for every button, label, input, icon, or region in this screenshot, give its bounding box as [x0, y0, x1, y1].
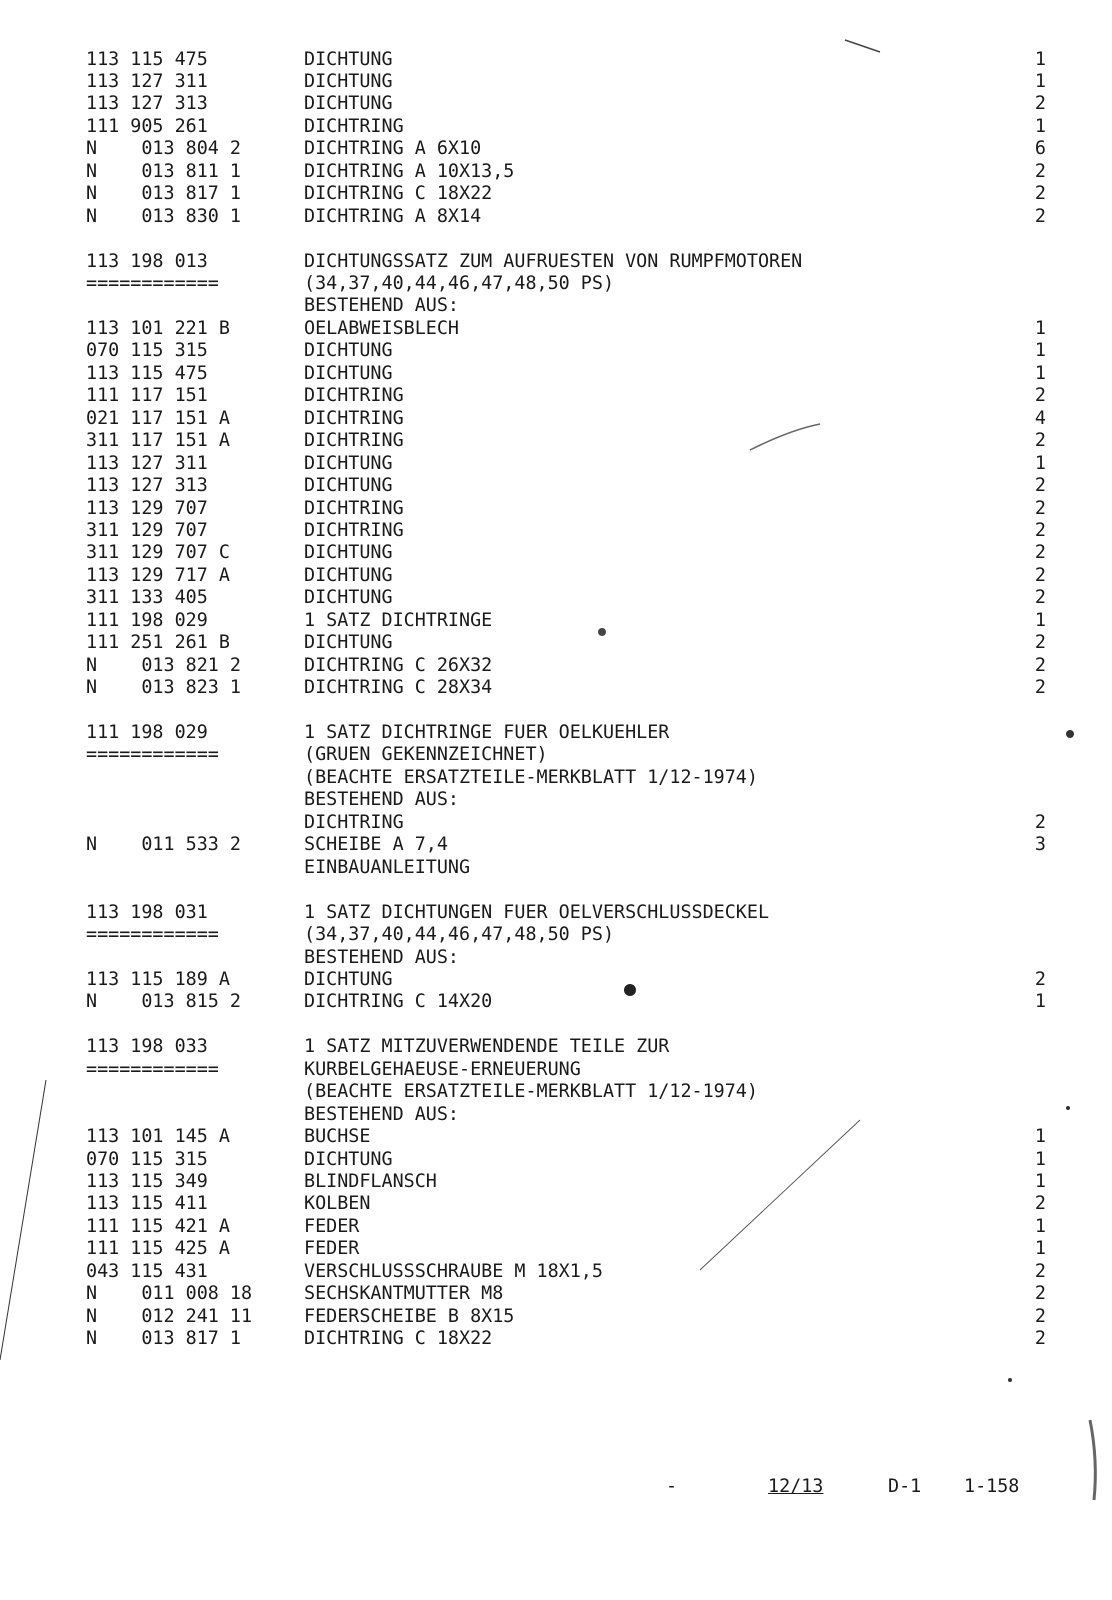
table-row	[0, 677, 1112, 699]
table-row	[0, 453, 1112, 475]
part-description: DICHTUNG	[304, 968, 393, 990]
table-row	[0, 138, 1112, 160]
part-number: 113 127 313	[86, 93, 208, 115]
table-row	[0, 969, 1112, 991]
part-description: DICHTRING	[304, 497, 404, 519]
part-description: (GRUEN GEKENNZEICHNET)	[304, 744, 548, 766]
table-row	[0, 520, 1112, 542]
table-row	[0, 1104, 1112, 1126]
quantity: 2	[1034, 542, 1046, 564]
table-row	[0, 385, 1112, 407]
part-number: 021 117 151 A	[86, 407, 230, 429]
table-row	[0, 632, 1112, 654]
table-row	[0, 1238, 1112, 1260]
table-row	[0, 1149, 1112, 1171]
part-number: 113 115 411	[86, 1193, 208, 1215]
quantity: 2	[1034, 1260, 1046, 1282]
quantity: 2	[1034, 183, 1046, 205]
part-number: 113 101 145 A	[86, 1126, 230, 1148]
part-number: 111 198 029	[86, 609, 208, 631]
table-row	[0, 408, 1112, 430]
part-number: N 012 241 11	[86, 1305, 253, 1327]
part-number: 311 117 151 A	[86, 430, 230, 452]
quantity: 2	[1034, 497, 1046, 519]
table-row	[0, 183, 1112, 205]
part-number: 113 115 349	[86, 1171, 208, 1192]
part-number: N 013 830 1	[86, 205, 242, 227]
part-description: DICHTRING C 18X22	[304, 183, 493, 205]
part-description: DICHTRING C 26X32	[304, 654, 493, 676]
table-row	[0, 1193, 1112, 1215]
part-description: DICHTRING A 8X14	[304, 205, 482, 227]
part-number: 113 115 475	[86, 362, 208, 384]
table-row	[0, 1171, 1112, 1193]
part-number: N 013 821 2	[86, 654, 242, 676]
table-row	[0, 834, 1112, 856]
quantity: 3	[1034, 834, 1046, 856]
part-description: 1 SATZ DICHTUNGEN FUER OELVERSCHLUSSDECKEL	[304, 901, 770, 923]
part-number: N 013 817 1	[86, 1328, 242, 1350]
part-description: DICHTRING A 10X13,5	[304, 160, 515, 182]
part-number: 113 129 707	[86, 497, 208, 519]
table-row	[0, 700, 1112, 722]
part-description: 1 SATZ MITZUVERWENDENDE TEILE ZUR	[304, 1036, 670, 1058]
part-number: 311 133 405	[86, 587, 208, 609]
table-row	[0, 879, 1112, 901]
quantity: 2	[1034, 160, 1046, 182]
table-row	[0, 857, 1112, 879]
part-description: DICHTUNG	[304, 362, 393, 384]
table-row	[0, 363, 1112, 385]
table-row	[0, 1036, 1112, 1058]
quantity: 6	[1034, 138, 1046, 160]
table-row	[0, 273, 1112, 295]
part-description: BESTEHEND AUS:	[304, 1103, 460, 1125]
scan-edge-mark	[1090, 1420, 1095, 1500]
part-description: DICHTUNG	[304, 48, 393, 70]
part-description: BUCHSE	[304, 1126, 371, 1148]
table-row	[0, 430, 1112, 452]
part-description: DICHTUNG	[304, 587, 393, 609]
footer-page-number: 1-158	[964, 1476, 1020, 1497]
table-row	[0, 1081, 1112, 1103]
part-description: DICHTRING	[304, 519, 404, 541]
part-number: 111 251 261 B	[86, 632, 230, 654]
footer-date: 12/13	[768, 1476, 824, 1497]
part-description: EINBAUANLEITUNG	[304, 856, 471, 878]
part-number: N 013 815 2	[86, 991, 242, 1013]
part-description: DICHTRING C 28X34	[304, 677, 493, 699]
part-description: DICHTUNG	[304, 632, 393, 654]
part-number: 113 129 717 A	[86, 564, 230, 586]
quantity: 1	[1034, 48, 1046, 70]
table-row	[0, 1014, 1112, 1036]
quantity: 1	[1034, 340, 1046, 362]
part-number: 111 198 029	[86, 722, 208, 743]
part-description: DICHTUNG	[304, 475, 393, 497]
quantity: 2	[1034, 1283, 1046, 1305]
part-number: 113 127 311	[86, 452, 208, 474]
part-number: 111 117 151	[86, 385, 208, 407]
table-row	[0, 295, 1112, 317]
table-row	[0, 93, 1112, 115]
part-number: 113 115 475	[86, 48, 208, 70]
table-row	[0, 1306, 1112, 1328]
quantity: 1	[1034, 1171, 1046, 1192]
table-row	[0, 542, 1112, 564]
part-description: DICHTUNG	[304, 542, 393, 564]
part-description: OELABWEISBLECH	[304, 317, 460, 339]
table-row	[0, 722, 1112, 744]
part-description: DICHTRING C 14X20	[304, 991, 493, 1013]
table-row	[0, 565, 1112, 587]
ink-speck	[1008, 1378, 1012, 1382]
quantity: 1	[1034, 1238, 1046, 1260]
part-description: (34,37,40,44,46,47,48,50 PS)	[304, 924, 615, 946]
part-description: DICHTRING C 18X22	[304, 1328, 493, 1350]
part-description: BESTEHEND AUS:	[304, 946, 460, 968]
part-description: SCHEIBE A 7,4	[304, 834, 448, 856]
quantity: 1	[1034, 452, 1046, 474]
table-row	[0, 71, 1112, 93]
part-description: DICHTUNG	[304, 564, 393, 586]
quantity: 2	[1034, 811, 1046, 833]
quantity: 1	[1034, 317, 1046, 339]
table-row	[0, 1283, 1112, 1305]
table-row	[0, 1216, 1112, 1238]
part-description: KURBELGEHAEUSE-ERNEUERUNG	[304, 1058, 581, 1080]
part-description: VERSCHLUSSSCHRAUBE M 18X1,5	[304, 1260, 603, 1282]
part-number: 111 905 261	[86, 115, 208, 137]
part-number: 113 198 013	[86, 250, 208, 272]
part-number: N 013 804 2	[86, 138, 242, 160]
quantity: 2	[1034, 93, 1046, 115]
part-description: BESTEHEND AUS:	[304, 789, 460, 811]
part-number: 311 129 707 C	[86, 542, 230, 564]
table-row	[0, 991, 1112, 1013]
part-number: 113 198 033	[86, 1036, 208, 1058]
part-description: 1 SATZ DICHTRINGE FUER OELKUEHLER	[304, 722, 670, 743]
part-number: N 013 817 1	[86, 183, 242, 205]
table-row	[0, 318, 1112, 340]
part-description: FEDER	[304, 1238, 360, 1260]
part-number: 113 127 313	[86, 475, 208, 497]
quantity: 2	[1034, 430, 1046, 452]
quantity: 2	[1034, 654, 1046, 676]
part-description: (34,37,40,44,46,47,48,50 PS)	[304, 273, 615, 294]
part-number: N 011 008 18	[86, 1283, 253, 1305]
part-number: N 011 533 2	[86, 834, 242, 856]
part-description: DICHTUNG	[304, 1148, 393, 1170]
part-description: (BEACHTE ERSATZTEILE-MERKBLATT 1/12-1974)	[304, 766, 758, 788]
table-row	[0, 947, 1112, 969]
table-row	[0, 161, 1112, 183]
quantity: 1	[1034, 1126, 1046, 1148]
part-description: SECHSKANTMUTTER M8	[304, 1283, 504, 1305]
table-row	[0, 49, 1112, 71]
quantity: 2	[1034, 587, 1046, 609]
quantity: 2	[1034, 1328, 1046, 1350]
table-row	[0, 340, 1112, 362]
table-row	[0, 251, 1112, 273]
part-number: 070 115 315	[86, 1148, 208, 1170]
quantity: 2	[1034, 385, 1046, 407]
part-description: DICHTRING	[304, 385, 404, 407]
quantity: 2	[1034, 968, 1046, 990]
table-row	[0, 475, 1112, 497]
quantity: 1	[1034, 609, 1046, 631]
part-number: ============	[86, 273, 219, 294]
quantity: 1	[1034, 70, 1046, 92]
part-number: 113 198 031	[86, 901, 208, 923]
part-number: 070 115 315	[86, 340, 208, 362]
table-row	[0, 116, 1112, 138]
part-description: (BEACHTE ERSATZTEILE-MERKBLATT 1/12-1974)	[304, 1081, 758, 1103]
part-description: KOLBEN	[304, 1193, 371, 1215]
part-description: DICHTUNG	[304, 452, 393, 474]
part-description: 1 SATZ DICHTRINGE	[304, 609, 493, 631]
quantity: 2	[1034, 1305, 1046, 1327]
part-description: DICHTUNG	[304, 340, 393, 362]
table-row	[0, 498, 1112, 520]
table-row	[0, 587, 1112, 609]
part-description: DICHTUNGSSATZ ZUM AUFRUESTEN VON RUMPFMOTOREN	[304, 250, 803, 272]
part-description: DICHTRING	[304, 811, 404, 833]
part-description: BLINDFLANSCH	[304, 1171, 437, 1192]
part-description: BESTEHEND AUS:	[304, 295, 460, 317]
table-row	[0, 1126, 1112, 1148]
part-number: ============	[86, 924, 219, 946]
table-row	[0, 744, 1112, 766]
part-number: 113 115 189 A	[86, 968, 230, 990]
footer-dash: -	[666, 1476, 678, 1497]
table-row	[0, 1328, 1112, 1350]
part-number: N 013 823 1	[86, 677, 242, 699]
part-description: DICHTRING	[304, 430, 404, 452]
table-row	[0, 1261, 1112, 1283]
part-number: 113 101 221 B	[86, 317, 230, 339]
table-row	[0, 902, 1112, 924]
part-number: 113 127 311	[86, 70, 208, 92]
quantity: 2	[1034, 677, 1046, 699]
part-number: ============	[86, 744, 219, 766]
table-row	[0, 924, 1112, 946]
quantity: 2	[1034, 205, 1046, 227]
quantity: 1	[1034, 991, 1046, 1013]
table-row	[0, 610, 1112, 632]
part-description: DICHTRING A 6X10	[304, 138, 482, 160]
part-number: 111 115 421 A	[86, 1215, 230, 1237]
table-row	[0, 655, 1112, 677]
part-description: DICHTRING	[304, 407, 404, 429]
part-number: N 013 811 1	[86, 160, 242, 182]
part-number: 111 115 425 A	[86, 1238, 230, 1260]
table-row	[0, 812, 1112, 834]
part-description: DICHTUNG	[304, 70, 393, 92]
footer-group: D-1	[888, 1476, 922, 1497]
quantity: 1	[1034, 1215, 1046, 1237]
table-row	[0, 789, 1112, 811]
part-description: DICHTRING	[304, 115, 404, 137]
table-row	[0, 1059, 1112, 1081]
part-description: FEDERSCHEIBE B 8X15	[304, 1305, 515, 1327]
quantity: 1	[1034, 362, 1046, 384]
quantity: 2	[1034, 1193, 1046, 1215]
quantity: 2	[1034, 564, 1046, 586]
table-row	[0, 767, 1112, 789]
part-number: 311 129 707	[86, 519, 208, 541]
quantity: 1	[1034, 115, 1046, 137]
quantity: 4	[1034, 407, 1046, 429]
quantity: 2	[1034, 632, 1046, 654]
table-row	[0, 206, 1112, 228]
quantity: 2	[1034, 519, 1046, 541]
quantity: 2	[1034, 475, 1046, 497]
part-number: 043 115 431	[86, 1260, 208, 1282]
quantity: 1	[1034, 1148, 1046, 1170]
part-description: FEDER	[304, 1215, 360, 1237]
table-row	[0, 228, 1112, 250]
part-description: DICHTUNG	[304, 93, 393, 115]
part-number: ============	[86, 1058, 219, 1080]
